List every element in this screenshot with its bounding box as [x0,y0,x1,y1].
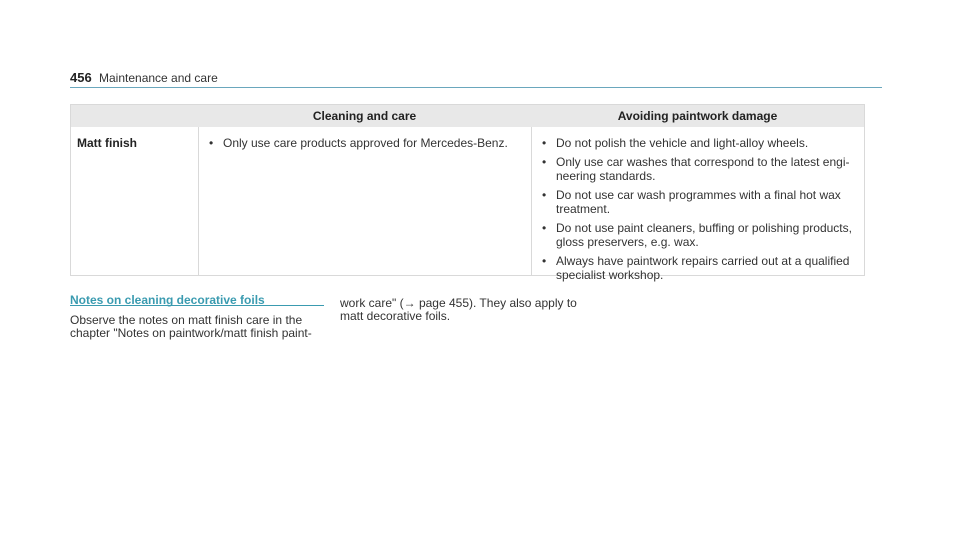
notes-text-column-1: Observe the notes on matt finish care in the chapter "Notes on paintwork/matt finish paint- [70,313,312,340]
list-item-text: Do not use paint cleaners, buffing or polishing products, gloss preservers, e.g. wax. [556,221,852,249]
section-title: Maintenance and care [99,71,218,85]
page-number: 456 [70,70,92,85]
list-item [539,254,854,282]
care-table [70,104,865,282]
list-item [539,136,854,150]
notes-heading: Notes on cleaning decorative foils [70,293,265,307]
list-item [539,188,854,216]
table-header [71,105,864,127]
list-item: • Only use care products approved for Mercedes-Benz. [206,136,526,150]
list-item-text: Do not polish the vehicle and light-alloy wheels. [556,136,809,150]
care-list [206,136,526,155]
column-divider [198,127,199,275]
page-header [70,70,882,88]
column-header-avoiding-damage: Avoiding paintwork damage [617,109,778,123]
header-divider [70,87,882,88]
list-item-text: Only use car washes that correspond to the latest engi- neering standards. [556,155,850,183]
column-divider [531,127,532,275]
list-item-text: Do not use car wash programmes with a final hot wax treatment. [556,188,841,216]
list-item-text: Always have paintwork repairs carried out at a qualified specialist workshop. [556,254,850,282]
list-item [539,155,854,183]
row-label-matt-finish: Matt finish [77,136,137,150]
list-item [539,221,854,249]
notes-heading-underline [70,305,324,306]
column-header-cleaning: Cleaning and care [312,109,417,123]
damage-list [539,136,854,287]
notes-text-column-2: work care" (→ page 455). They also apply to matt decorative foils. [340,296,577,323]
